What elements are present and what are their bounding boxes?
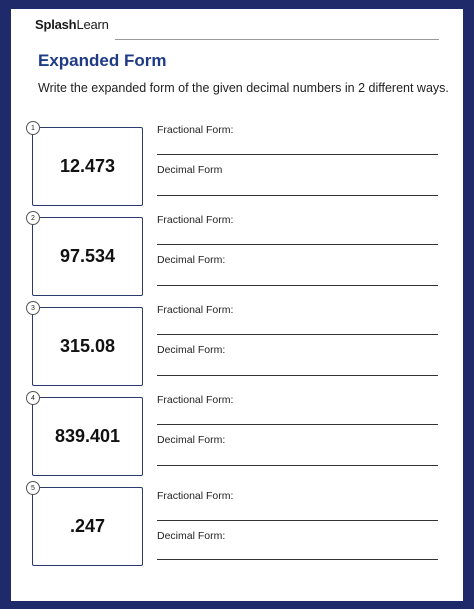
decimal-form-label: Decimal Form	[157, 164, 223, 176]
problem-number-badge: 1	[26, 121, 40, 135]
decimal-form-answer-line[interactable]	[157, 285, 438, 286]
fractional-form-answer-line[interactable]	[157, 154, 438, 155]
decimal-number-box: 12.473	[32, 127, 143, 206]
splashlearn-logo	[35, 17, 109, 32]
fractional-form-answer-line[interactable]	[157, 334, 438, 335]
worksheet-instructions: Write the expanded form of the given decimal numbers in 2 different ways.	[38, 81, 449, 95]
decimal-form-answer-line[interactable]	[157, 195, 438, 196]
worksheet-page	[11, 9, 463, 601]
problem-item	[11, 301, 463, 385]
logo-light-text: Learn	[76, 17, 109, 32]
logo-bold-text: Splash	[35, 17, 77, 32]
header-divider	[115, 39, 439, 40]
decimal-form-answer-line[interactable]	[157, 375, 438, 376]
decimal-number-box: 315.08	[32, 307, 143, 386]
fractional-form-label: Fractional Form:	[157, 490, 234, 502]
decimal-form-label: Decimal Form:	[157, 344, 226, 356]
problem-number-badge: 3	[26, 301, 40, 315]
problem-item	[11, 211, 463, 295]
decimal-form-label: Decimal Form:	[157, 434, 226, 446]
fractional-form-label: Fractional Form:	[157, 394, 234, 406]
problem-number-badge: 4	[26, 391, 40, 405]
problem-number-badge: 2	[26, 211, 40, 225]
problem-item	[11, 391, 463, 475]
fractional-form-answer-line[interactable]	[157, 244, 438, 245]
decimal-number-box: .247	[32, 487, 143, 566]
decimal-form-answer-line[interactable]	[157, 559, 438, 560]
problem-number-badge: 5	[26, 481, 40, 495]
decimal-number-box: 839.401	[32, 397, 143, 476]
decimal-form-label: Decimal Form:	[157, 530, 226, 542]
fractional-form-answer-line[interactable]	[157, 424, 438, 425]
decimal-form-answer-line[interactable]	[157, 465, 438, 466]
decimal-form-label: Decimal Form:	[157, 254, 226, 266]
decimal-number-box: 97.534	[32, 217, 143, 296]
fractional-form-answer-line[interactable]	[157, 520, 438, 521]
fractional-form-label: Fractional Form:	[157, 304, 234, 316]
problem-item	[11, 121, 463, 205]
worksheet-title: Expanded Form	[38, 51, 167, 70]
problem-item	[11, 481, 463, 565]
fractional-form-label: Fractional Form:	[157, 124, 234, 136]
fractional-form-label: Fractional Form:	[157, 214, 234, 226]
